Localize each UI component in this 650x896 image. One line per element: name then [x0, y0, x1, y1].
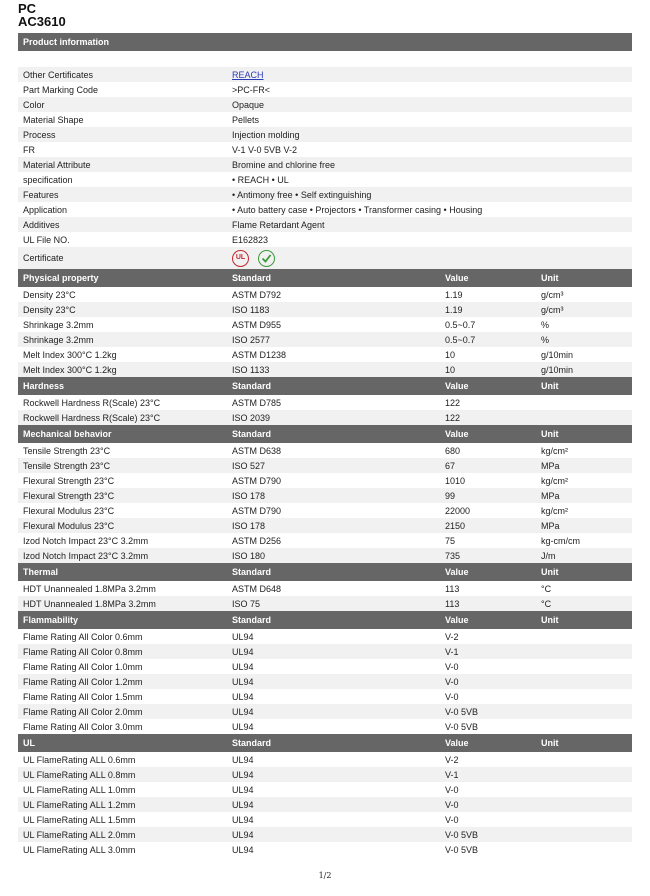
test-standard: UL94 [232, 754, 254, 765]
property-value: V-0 5VB [445, 829, 479, 840]
property-value: 22000 [445, 505, 471, 516]
property-row [18, 410, 632, 425]
column-header: Value [445, 567, 469, 577]
property-value: 0.5~0.7 [445, 334, 476, 345]
section-header [18, 377, 632, 395]
column-header: Unit [541, 738, 559, 748]
test-standard: ISO 180 [232, 550, 266, 561]
section-title: UL [23, 738, 35, 748]
property-row [18, 596, 632, 611]
info-value-cell [227, 100, 632, 110]
property-row [18, 533, 632, 548]
property-row [18, 488, 632, 503]
test-standard: ASTM D790 [232, 475, 282, 486]
property-row [18, 659, 632, 674]
page-number: 1/2 [318, 871, 332, 880]
test-standard: UL94 [232, 799, 254, 810]
property-row [18, 443, 632, 458]
property-row [18, 395, 632, 410]
property-unit: MPa [541, 520, 560, 531]
property-row [18, 518, 632, 533]
property-row [18, 317, 632, 332]
column-header: Standard [232, 429, 272, 439]
info-value: Bromine and chlorine free [232, 159, 336, 170]
property-name: Flame Rating All Color 1.2mm [23, 676, 143, 687]
property-name: UL FlameRating ALL 2.0mm [23, 829, 136, 840]
property-value: V-0 [445, 784, 459, 795]
info-value: • REACH • UL [232, 174, 289, 185]
section-title: Thermal [23, 567, 59, 577]
property-name: Shrinkage 3.2mm [23, 319, 94, 330]
info-value-cell [227, 130, 632, 140]
info-value-cell [227, 205, 632, 215]
column-header: Standard [232, 273, 272, 283]
property-name: Tensile Strength 23°C [23, 460, 111, 471]
property-value: 122 [445, 412, 461, 423]
property-value: V-0 [445, 799, 459, 810]
info-row [18, 97, 632, 112]
property-name: Melt Index 300°C 1.2kg [23, 349, 117, 360]
property-name: UL FlameRating ALL 1.0mm [23, 784, 136, 795]
document-title [18, 2, 66, 28]
info-row [18, 172, 632, 187]
property-unit: MPa [541, 460, 560, 471]
property-name: UL FlameRating ALL 1.2mm [23, 799, 136, 810]
test-standard: ASTM D638 [232, 445, 282, 456]
info-value: Opaque [232, 99, 265, 110]
property-value: 113 [445, 583, 460, 594]
section-header [18, 269, 632, 287]
property-name: Flame Rating All Color 0.8mm [23, 646, 143, 657]
info-label: Additives [23, 219, 60, 230]
property-row [18, 347, 632, 362]
info-label: specification [23, 174, 73, 185]
column-header: Value [445, 615, 469, 625]
info-value-cell [227, 85, 632, 95]
test-standard: UL94 [232, 784, 254, 795]
property-row [18, 362, 632, 377]
property-name: Rockwell Hardness R(Scale) 23°C [23, 412, 161, 423]
test-standard: UL94 [232, 769, 254, 780]
spacer [18, 51, 632, 67]
property-name: Flame Rating All Color 3.0mm [23, 721, 143, 732]
property-name: Flexural Modulus 23°C [23, 520, 115, 531]
info-row [18, 67, 632, 82]
test-standard: UL94 [232, 691, 254, 702]
info-value-cell [227, 220, 632, 230]
column-header: Value [445, 738, 469, 748]
property-value: V-1 [445, 769, 459, 780]
info-value: V-1 V-0 5VB V-2 [232, 144, 298, 155]
test-standard: UL94 [232, 676, 254, 687]
info-value-cell [227, 115, 632, 125]
test-standard: ISO 1133 [232, 364, 270, 375]
info-value: • Auto battery case • Projectors • Transformer casing • Housing [232, 204, 483, 215]
info-label: Process [23, 129, 56, 140]
column-header: Unit [541, 381, 559, 391]
property-unit: % [541, 319, 550, 330]
info-label: Color [23, 99, 45, 110]
info-row [18, 202, 632, 217]
test-standard: UL94 [232, 721, 254, 732]
info-value: Injection molding [232, 129, 300, 140]
test-standard: UL94 [232, 706, 254, 717]
test-standard: ASTM D785 [232, 397, 282, 408]
property-row [18, 287, 632, 302]
property-value: 1.19 [445, 289, 463, 300]
info-row [18, 157, 632, 172]
property-row [18, 752, 632, 767]
property-value: 113 [445, 598, 460, 609]
property-name: Melt Index 300°C 1.2kg [23, 364, 117, 375]
test-standard: ISO 1183 [232, 304, 270, 315]
ul-certification-icon: UL [232, 250, 249, 267]
property-name: Flame Rating All Color 0.6mm [23, 631, 143, 642]
info-value-cell [227, 160, 632, 170]
product-info-title: Product information [23, 37, 109, 47]
test-standard: ASTM D648 [232, 583, 282, 594]
info-row [18, 142, 632, 157]
column-header: Value [445, 381, 469, 391]
property-name: UL FlameRating ALL 1.5mm [23, 814, 136, 825]
property-unit: kg/cm² [541, 445, 568, 456]
property-unit: % [541, 334, 550, 345]
property-value: 680 [445, 445, 461, 456]
column-header: Unit [541, 615, 559, 625]
product-info-table [18, 67, 632, 247]
column-header: Unit [541, 429, 559, 439]
column-header: Standard [232, 615, 272, 625]
property-name: Izod Notch Impact 23°C 3.2mm [23, 535, 149, 546]
property-name: UL FlameRating ALL 0.6mm [23, 754, 136, 765]
property-name: Flexural Strength 23°C [23, 490, 115, 501]
certificate-icons [227, 250, 632, 267]
test-standard: ASTM D1238 [232, 349, 287, 360]
property-value: V-0 5VB [445, 706, 479, 717]
green-check-icon [258, 250, 275, 267]
info-value: Pellets [232, 114, 260, 125]
property-name: UL FlameRating ALL 3.0mm [23, 844, 136, 855]
property-unit: °C [541, 598, 552, 609]
column-header: Standard [232, 381, 272, 391]
property-name: HDT Unannealed 1.8MPa 3.2mm [23, 583, 156, 594]
property-value: V-0 5VB [445, 844, 479, 855]
column-header: Standard [232, 567, 272, 577]
product-info-header [18, 33, 632, 51]
property-name: Rockwell Hardness R(Scale) 23°C [23, 397, 161, 408]
property-row [18, 581, 632, 596]
info-label: UL File NO. [23, 234, 70, 245]
property-row [18, 827, 632, 842]
material-family: PC [18, 1, 37, 16]
info-label: Features [23, 189, 59, 200]
section-title: Mechanical behavior [23, 429, 112, 439]
property-row [18, 767, 632, 782]
property-unit: kg/cm² [541, 475, 568, 486]
property-value: 0.5~0.7 [445, 319, 476, 330]
info-value-cell [227, 175, 632, 185]
section-title: Physical property [23, 273, 99, 283]
test-standard: ISO 527 [232, 460, 266, 471]
property-row [18, 719, 632, 734]
test-standard: ISO 75 [232, 598, 261, 609]
property-name: Izod Notch Impact 23°C 3.2mm [23, 550, 149, 561]
test-standard: ASTM D955 [232, 319, 282, 330]
test-standard: ASTM D790 [232, 505, 282, 516]
property-row [18, 842, 632, 857]
info-value: • Antimony free • Self extinguishing [232, 189, 372, 200]
test-standard: UL94 [232, 646, 254, 657]
info-value-cell [227, 70, 632, 80]
property-unit: g/cm³ [541, 289, 564, 300]
info-value: >PC-FR< [232, 84, 271, 95]
column-header: Standard [232, 738, 272, 748]
property-row [18, 302, 632, 317]
info-row [18, 82, 632, 97]
test-standard: UL94 [232, 814, 254, 825]
property-name: Density 23°C [23, 304, 76, 315]
datasheet [18, 33, 632, 857]
property-value: 99 [445, 490, 456, 501]
property-value: V-0 [445, 676, 459, 687]
property-value: V-2 [445, 754, 459, 765]
info-row [18, 112, 632, 127]
certificate-label: Certificate [23, 253, 64, 263]
property-value: V-0 [445, 814, 459, 825]
property-value: V-0 [445, 691, 459, 702]
column-header: Unit [541, 273, 559, 283]
section-header [18, 611, 632, 629]
property-row [18, 503, 632, 518]
property-value: 735 [445, 550, 461, 561]
certificate-row [18, 247, 632, 269]
property-name: Flame Rating All Color 1.0mm [23, 661, 143, 672]
property-name: Shrinkage 3.2mm [23, 334, 94, 345]
property-row [18, 629, 632, 644]
property-value: V-1 [445, 646, 459, 657]
test-standard: ISO 178 [232, 520, 266, 531]
test-standard: UL94 [232, 844, 254, 855]
section-header [18, 734, 632, 752]
column-header: Value [445, 429, 469, 439]
column-header: Value [445, 273, 469, 283]
test-standard: ASTM D792 [232, 289, 282, 300]
property-name: Flexural Modulus 23°C [23, 505, 115, 516]
property-unit: g/10min [541, 349, 574, 360]
info-label: Material Shape [23, 114, 84, 125]
property-value: 10 [445, 349, 456, 360]
info-value-cell [227, 190, 632, 200]
property-unit: MPa [541, 490, 560, 501]
property-name: Flame Rating All Color 1.5mm [23, 691, 143, 702]
grade-name: AC3610 [18, 14, 66, 29]
info-value-cell [227, 235, 632, 245]
info-row [18, 217, 632, 232]
section-title: Hardness [23, 381, 65, 391]
info-label: Part Marking Code [23, 84, 99, 95]
property-unit: kg/cm² [541, 505, 568, 516]
property-name: Tensile Strength 23°C [23, 445, 111, 456]
property-value: 75 [445, 535, 456, 546]
test-standard: ISO 178 [232, 490, 266, 501]
property-value: 2150 [445, 520, 466, 531]
section-title: Flammability [23, 615, 79, 625]
property-row [18, 704, 632, 719]
property-value: V-0 [445, 661, 459, 672]
test-standard: UL94 [232, 829, 254, 840]
info-label: FR [23, 144, 35, 155]
property-value: 67 [445, 460, 456, 471]
section-header [18, 563, 632, 581]
property-value: 122 [445, 397, 461, 408]
test-standard: UL94 [232, 661, 254, 672]
info-row [18, 187, 632, 202]
property-name: Flexural Strength 23°C [23, 475, 115, 486]
property-row [18, 689, 632, 704]
property-row [18, 782, 632, 797]
property-unit: g/10min [541, 364, 574, 375]
info-row [18, 127, 632, 142]
property-row [18, 644, 632, 659]
property-name: Density 23°C [23, 289, 76, 300]
info-value: Flame Retardant Agent [232, 219, 325, 230]
property-unit: kg-cm/cm [541, 535, 580, 546]
info-value-cell [227, 145, 632, 155]
property-value: 1010 [445, 475, 466, 486]
property-row [18, 548, 632, 563]
property-row [18, 332, 632, 347]
test-standard: UL94 [232, 631, 254, 642]
property-unit: °C [541, 583, 552, 594]
property-row [18, 458, 632, 473]
property-sections [18, 269, 632, 857]
test-standard: ISO 2577 [232, 334, 271, 345]
section-header [18, 425, 632, 443]
property-row [18, 674, 632, 689]
property-name: UL FlameRating ALL 0.8mm [23, 769, 136, 780]
reach-link[interactable]: REACH [232, 69, 264, 80]
info-label: Material Attribute [23, 159, 91, 170]
property-value: V-2 [445, 631, 459, 642]
property-value: 1.19 [445, 304, 463, 315]
column-header: Unit [541, 567, 559, 577]
property-row [18, 812, 632, 827]
info-value: E162823 [232, 234, 269, 245]
test-standard: ASTM D256 [232, 535, 282, 546]
property-value: 10 [445, 364, 456, 375]
property-value: V-0 5VB [445, 721, 479, 732]
property-unit: J/m [541, 550, 556, 561]
property-row [18, 473, 632, 488]
property-unit: g/cm³ [541, 304, 564, 315]
info-label: Application [23, 204, 68, 215]
test-standard: ISO 2039 [232, 412, 271, 423]
property-name: Flame Rating All Color 2.0mm [23, 706, 143, 717]
property-row [18, 797, 632, 812]
property-name: HDT Unannealed 1.8MPa 3.2mm [23, 598, 156, 609]
info-label: Other Certificates [23, 69, 94, 80]
info-row [18, 232, 632, 247]
